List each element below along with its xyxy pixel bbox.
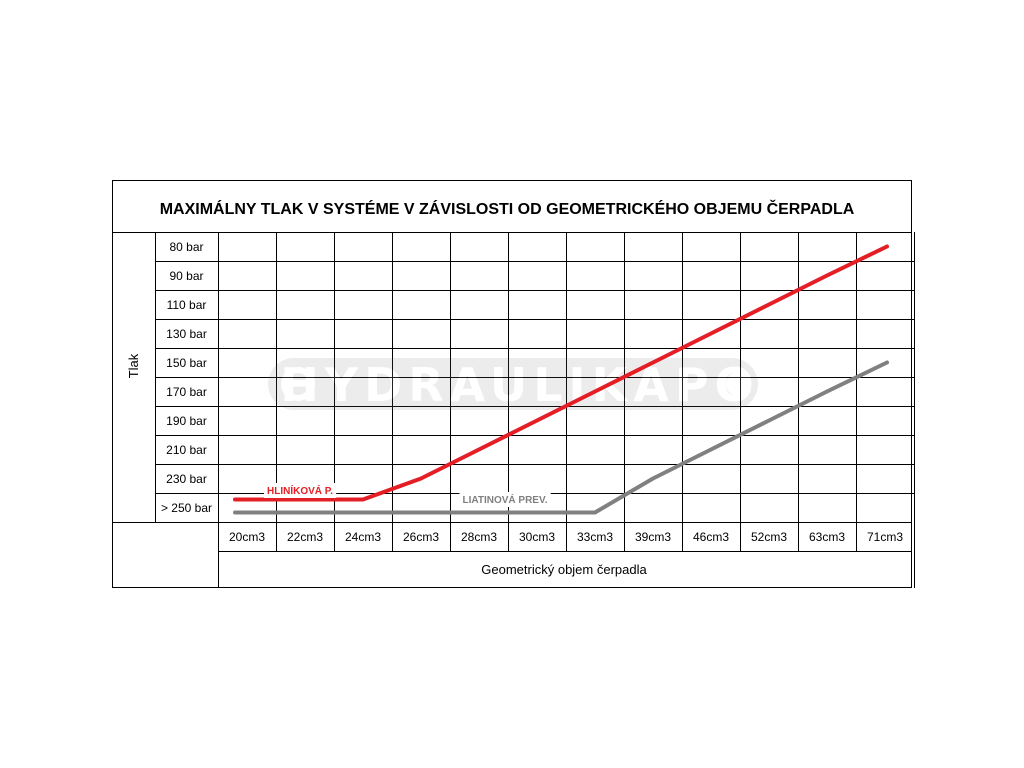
x-tick-label: 39cm3 bbox=[634, 530, 672, 544]
x-tick-label: 46cm3 bbox=[692, 530, 730, 544]
y-tick-label: 210 bar bbox=[166, 443, 207, 457]
y-tick-label: 90 bar bbox=[169, 269, 204, 283]
y-axis-label: Tlak bbox=[126, 353, 141, 379]
y-tick-label: 230 bar bbox=[166, 472, 207, 486]
x-tick-label: 30cm3 bbox=[518, 530, 556, 544]
x-tick-label: 26cm3 bbox=[402, 530, 440, 544]
x-tick-label: 63cm3 bbox=[808, 530, 846, 544]
y-tick-label: 150 bar bbox=[166, 356, 207, 370]
y-tick-label: > 250 bar bbox=[160, 501, 213, 515]
x-tick-label: 24cm3 bbox=[344, 530, 382, 544]
x-tick-label: 28cm3 bbox=[460, 530, 498, 544]
x-tick-label: 22cm3 bbox=[286, 530, 324, 544]
series-label: LIATINOVÁ PREV. bbox=[462, 495, 548, 506]
x-axis-label: Geometrický objem čerpadla bbox=[481, 562, 647, 577]
y-tick-label: 110 bar bbox=[166, 298, 207, 312]
x-tick-label: 71cm3 bbox=[866, 530, 904, 544]
watermark bbox=[268, 358, 760, 412]
series-label: HLINÍKOVÁ P. bbox=[267, 486, 333, 497]
chart-title: MAXIMÁLNY TLAK V SYSTÉME V ZÁVISLOSTI OD GEOMETRICKÉHO OBJEMU ČERPADLA bbox=[159, 201, 855, 218]
watermark-text: HYDRAULIKAPO bbox=[280, 358, 760, 412]
y-tick-label: 130 bar bbox=[166, 327, 207, 341]
y-tick-label: 170 bar bbox=[166, 385, 207, 399]
x-tick-label: 20cm3 bbox=[228, 530, 266, 544]
x-tick-label: 52cm3 bbox=[750, 530, 788, 544]
x-tick-label: 33cm3 bbox=[576, 530, 614, 544]
y-tick-label: 80 bar bbox=[169, 240, 204, 254]
y-tick-label: 190 bar bbox=[166, 414, 207, 428]
